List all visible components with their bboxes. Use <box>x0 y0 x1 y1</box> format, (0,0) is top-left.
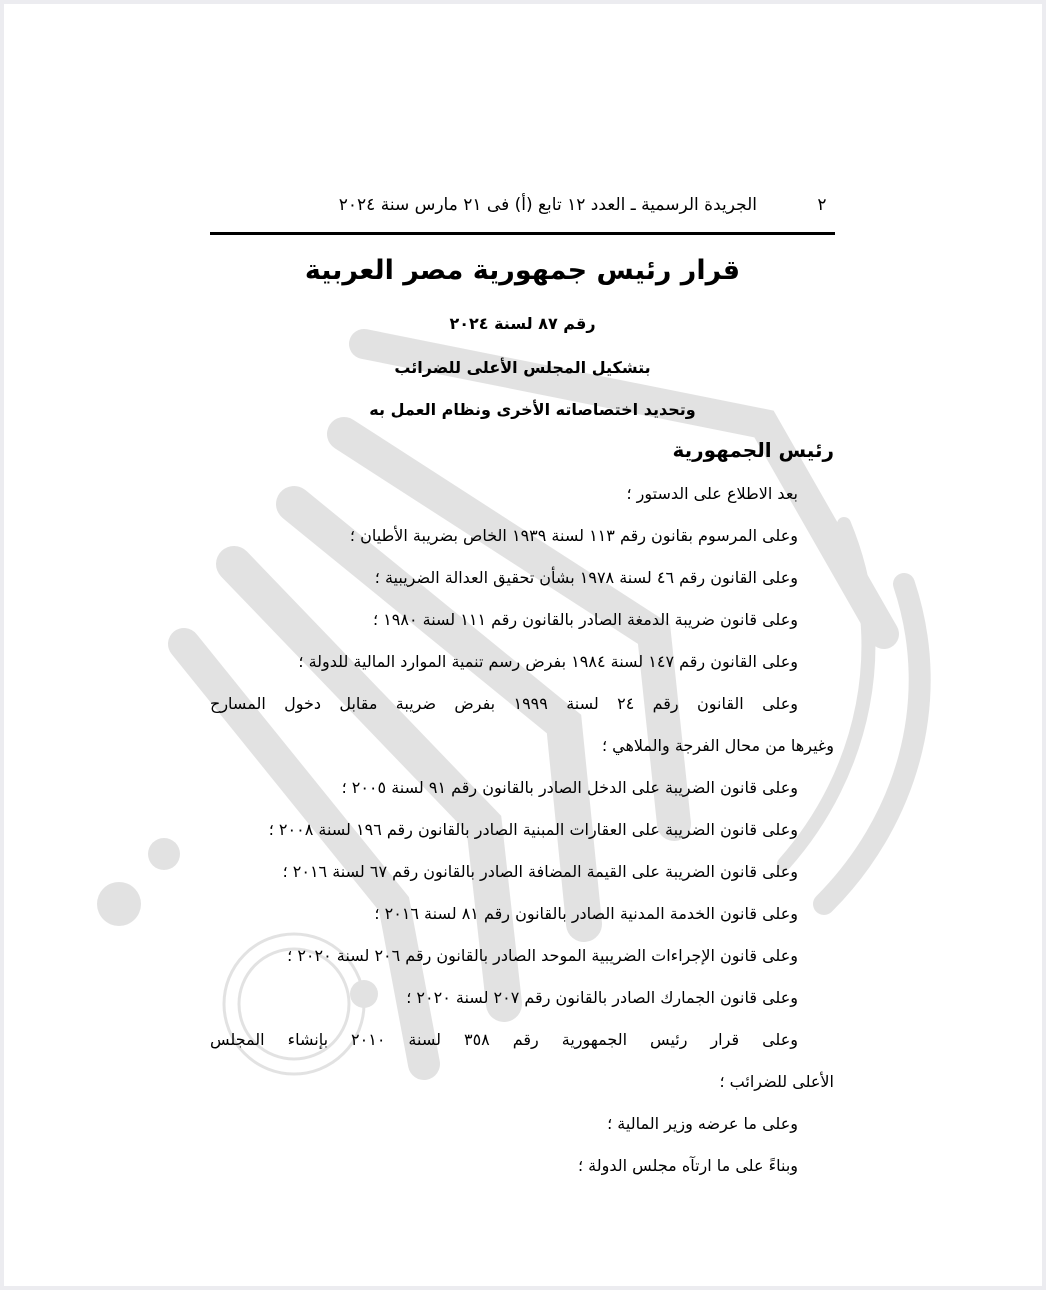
preamble-line: الأعلى للضرائب ؛ <box>719 1072 834 1091</box>
preamble-line: وعلى المرسوم بقانون رقم ١١٣ لسنة ١٩٣٩ الخاص بضريبة الأطيان ؛ <box>349 526 798 545</box>
preamble-line: وعلى ما عرضه وزير المالية ؛ <box>607 1114 798 1133</box>
preamble-line: وعلى القانون رقم ٤٦ لسنة ١٩٧٨ بشأن تحقيق العدالة الضريبية ؛ <box>374 568 798 587</box>
preamble-line: وغيرها من محال الفرجة والملاهي ؛ <box>601 736 834 755</box>
decree-title: قرار رئيس جمهورية مصر العربية <box>304 255 741 286</box>
preamble-line: وعلى قانون الضريبة على العقارات المبنية الصادر بالقانون رقم ١٩٦ لسنة ٢٠٠٨ ؛ <box>268 820 798 839</box>
issuer-heading: رئيس الجمهورية <box>672 438 834 462</box>
gazette-issue-line: الجريدة الرسمية ـ العدد ١٢ تابع (أ) فى ٢١ مارس سنة ٢٠٢٤ <box>338 195 757 215</box>
header-divider <box>210 232 835 235</box>
decree-subject-line-1: بتشكيل المجلس الأعلى للضرائب <box>394 358 651 377</box>
preamble-line: وعلى قانون الجمارك الصادر بالقانون رقم ٢٠٧ لسنة ٢٠٢٠ ؛ <box>406 988 798 1007</box>
preamble-line: وعلى قانون الضريبة على الدخل الصادر بالقانون رقم ٩١ لسنة ٢٠٠٥ ؛ <box>341 778 798 797</box>
gazette-header <box>210 190 835 220</box>
preamble-line: وعلى القانون رقم ١٤٧ لسنة ١٩٨٤ بفرض رسم تنمية الموارد المالية للدولة ؛ <box>298 652 798 671</box>
page-number: ٢ <box>817 195 827 215</box>
preamble-line: بعد الاطلاع على الدستور ؛ <box>626 484 798 503</box>
preamble-line: وعلى قانون الإجراءات الضريبية الموحد الصادر بالقانون رقم ٢٠٦ لسنة ٢٠٢٠ ؛ <box>287 946 798 965</box>
preamble-line: وبناءً على ما ارتآه مجلس الدولة ؛ <box>577 1156 798 1175</box>
decree-number: رقم ٨٧ لسنة ٢٠٢٤ <box>449 314 596 333</box>
preamble-line: وعلى قرار رئيس الجمهورية رقم ٣٥٨ لسنة ٢٠١٠ بإنشاء المجلس <box>210 1030 799 1049</box>
preamble-line: وعلى قانون الخدمة المدنية الصادر بالقانون رقم ٨١ لسنة ٢٠١٦ ؛ <box>374 904 798 923</box>
preamble-line: وعلى قانون الضريبة على القيمة المضافة الصادر بالقانون رقم ٦٧ لسنة ٢٠١٦ ؛ <box>282 862 798 881</box>
preamble-line: وعلى القانون رقم ٢٤ لسنة ١٩٩٩ بفرض ضريبة مقابل دخول المسارح <box>210 694 798 713</box>
preamble-line: وعلى قانون ضريبة الدمغة الصادر بالقانون رقم ١١١ لسنة ١٩٨٠ ؛ <box>372 610 798 629</box>
decree-subject-line-2: وتحديد اختصاصاته الأخرى ونظام العمل به <box>369 400 696 419</box>
